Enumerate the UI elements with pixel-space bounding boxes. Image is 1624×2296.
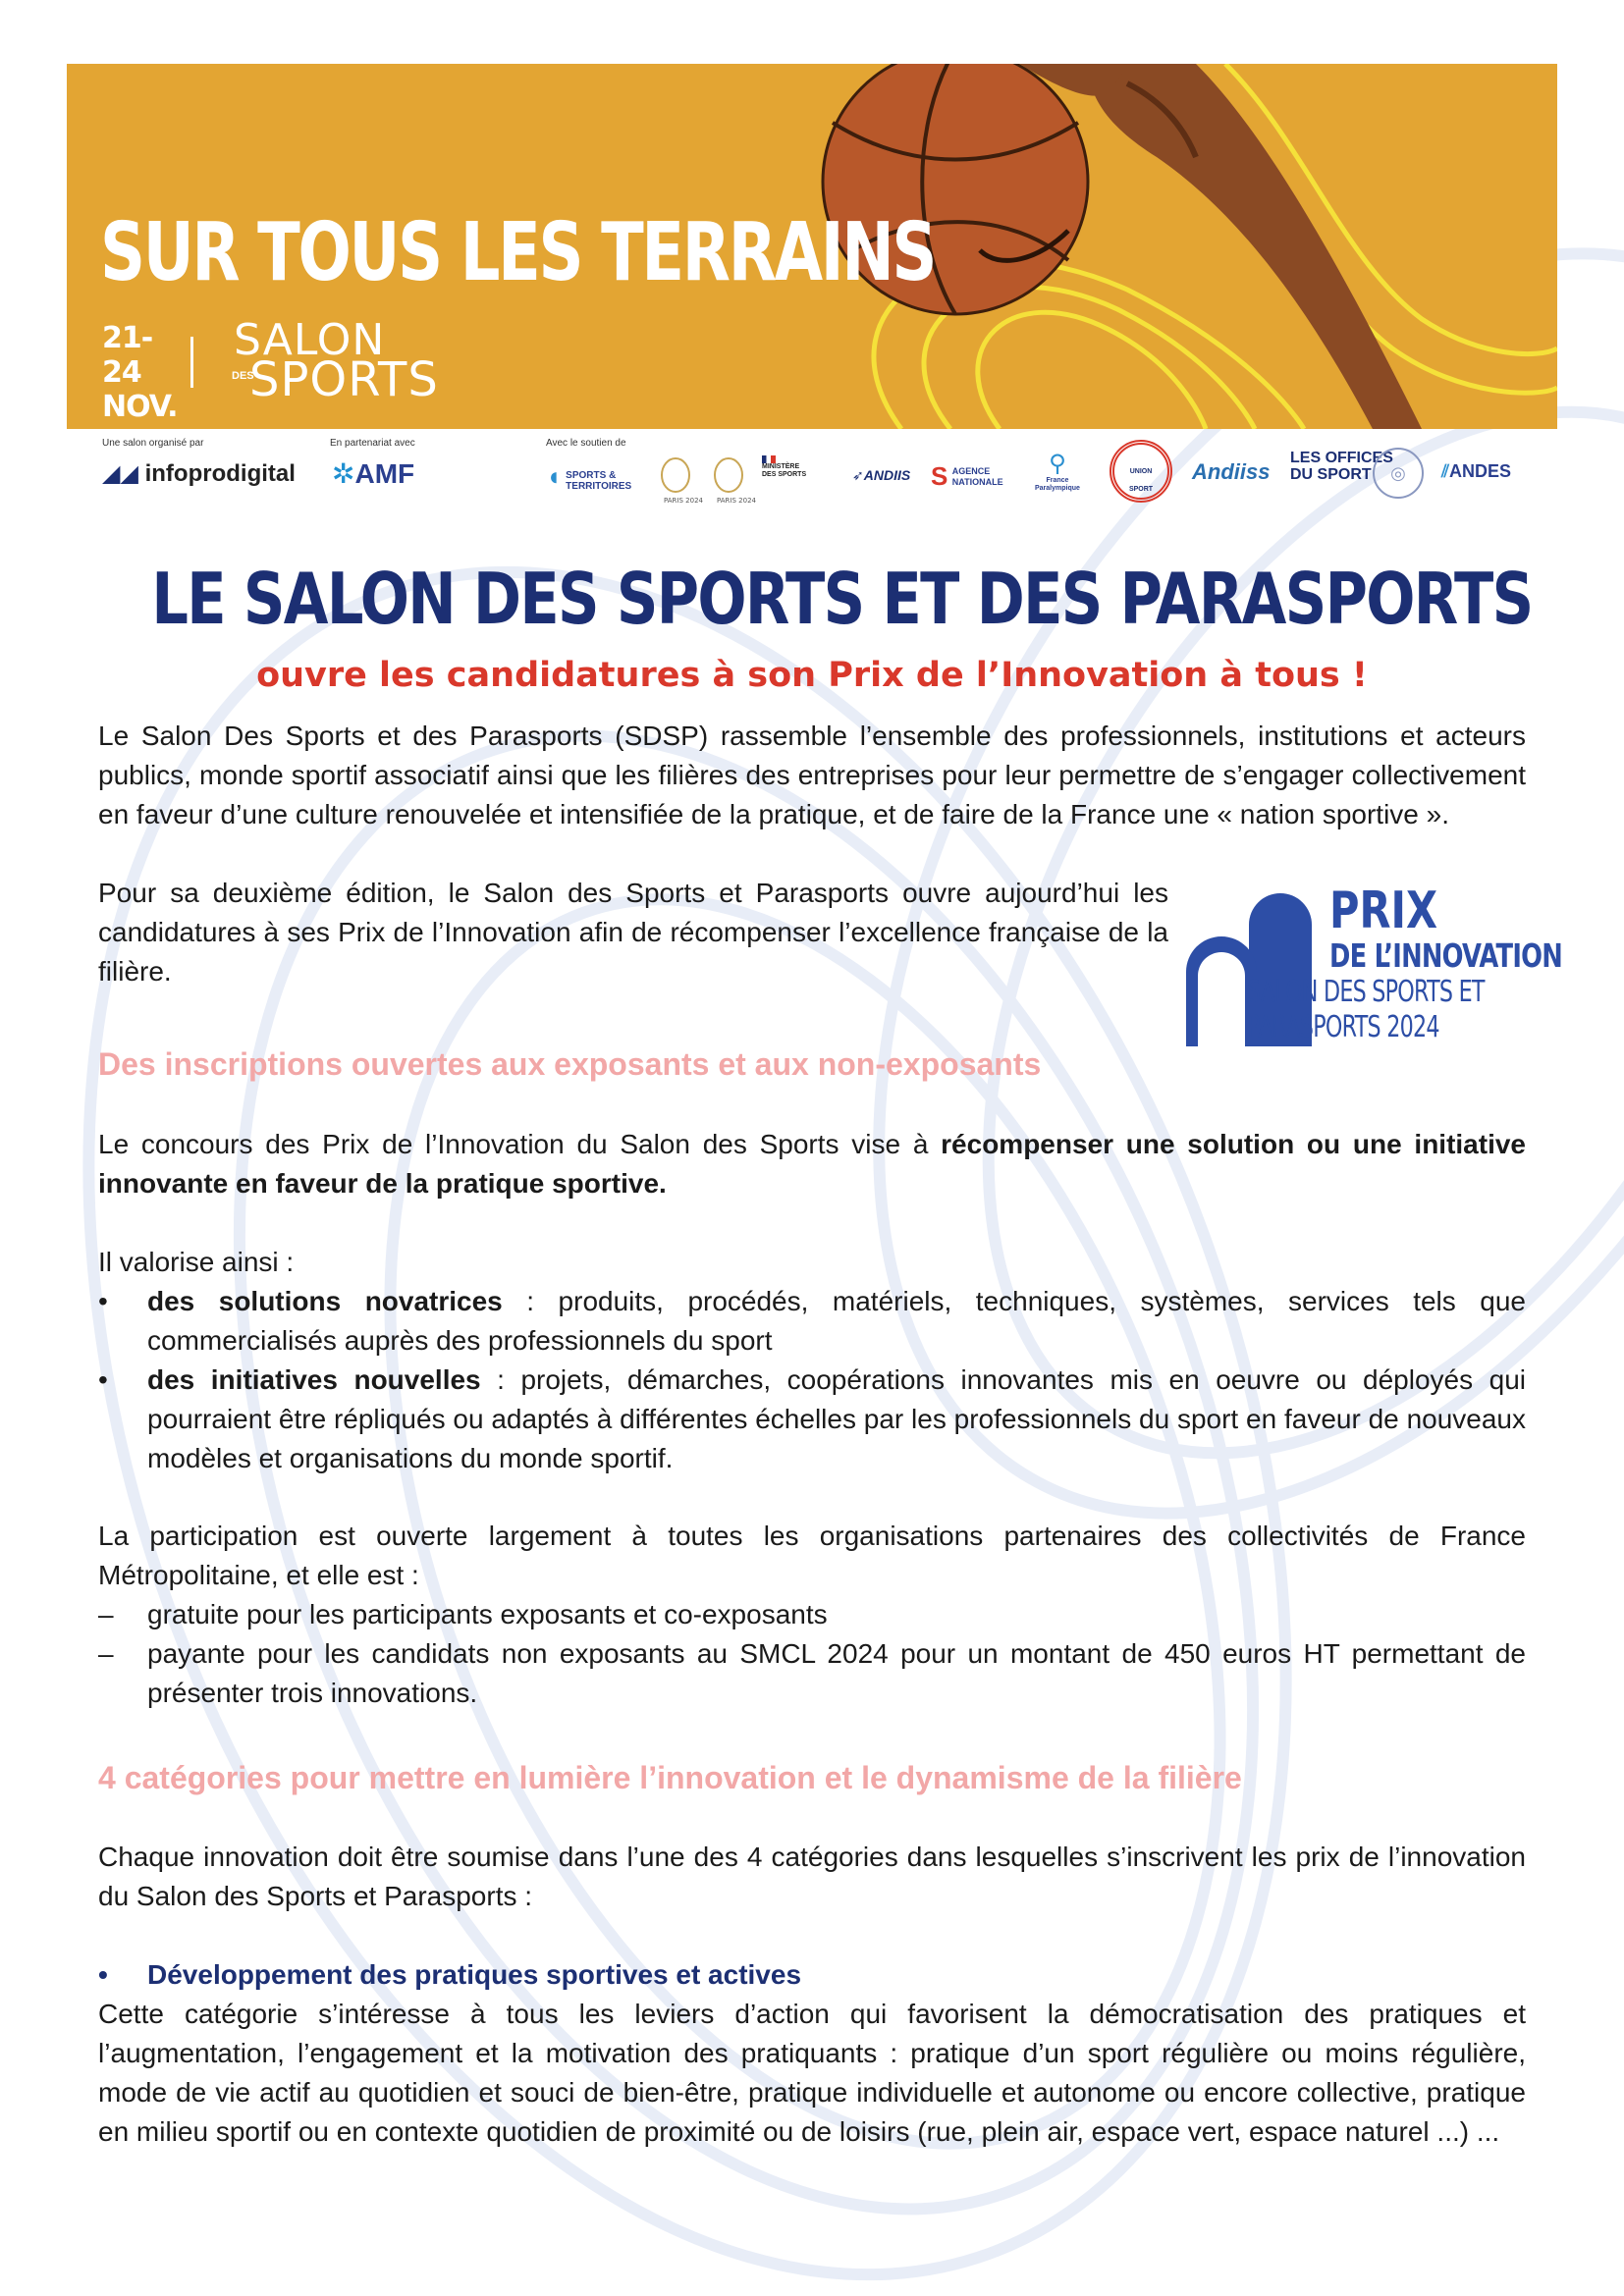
banner-title: SUR TOUS LES TERRAINS: [100, 206, 936, 299]
supporter-logo: LES OFFICES DU SPORT: [1290, 450, 1393, 483]
event-dates-month: NOV.: [102, 390, 178, 424]
list-item-title: des initiatives nouvelles: [147, 1364, 481, 1395]
dash-icon: –: [98, 1638, 114, 1669]
bullet-icon: •: [98, 1286, 108, 1316]
supporter-logo: ➶ANDIIS: [852, 467, 911, 483]
section-heading-inscriptions: Des inscriptions ouvertes aux exposants et aux non-exposants: [98, 1046, 1042, 1082]
event-dates-days: 21-24: [102, 321, 153, 390]
infoprodigital-logo: [102, 459, 296, 488]
amf-name: AMF: [354, 458, 415, 489]
prix-line-salon: SALON DES SPORTS ET: [1247, 975, 1485, 1009]
section-heading-categories: 4 catégories pour mettre en lumière l’innovation et le dynamisme de la filière: [98, 1760, 1242, 1795]
supporter-logo: [652, 454, 760, 513]
list-item-text: gratuite pour les participants exposants et co-exposants: [147, 1599, 828, 1629]
france-paralympique-icon: ⚲: [1049, 451, 1066, 477]
partners-strip: [67, 432, 1557, 520]
event-dates: [102, 321, 190, 424]
ministere-flag-icon: [762, 455, 776, 463]
supporter-logo: ⚲ France Paralympique: [1035, 451, 1080, 492]
list-item-text: payante pour les candidats non exposants au SMCL 2024 pour un montant de 450 euros HT permettant de présenter trois innovations.: [147, 1638, 1526, 1708]
union-sport-icon: UNION SPORT: [1110, 440, 1172, 503]
bullet-icon: •: [98, 1364, 108, 1395]
list-item-text: : produits, procédés, matériels, techniques, systèmes, services tels que commercialisés auprès des professionnels du sport: [147, 1286, 1526, 1356]
partnership-label: En partenariat avec: [330, 438, 415, 449]
supporter-logo: [1373, 448, 1424, 499]
categories-intro: Chaque innovation doit être soumise dans l’une des 4 catégories dans lesquelles s’inscrivent les prix de l’innovation du Salon des Sports et Parasports :: [98, 1842, 1526, 1911]
andiis-swoosh-icon: ➶: [852, 467, 864, 483]
list-item-text: : projets, démarches, coopérations innovantes mis en oeuvre ou déployés qui pourraient être répliqués ou adaptés à différentes échelles par les professionnels du sport en faveur de nouveaux modèles et organisations du monde sportif.: [147, 1364, 1526, 1473]
contest-text: Le concours des Prix de l’Innovation du Salon des Sports vise à: [98, 1129, 942, 1159]
paris-2024-icon: [652, 454, 760, 508]
hero-banner: [67, 64, 1557, 429]
prix-line-innovation: DE L’INNOVATION: [1329, 936, 1562, 975]
logo-salon-text: SALON: [234, 315, 386, 365]
infoprodigital-mark-icon: ◢◢: [102, 460, 145, 487]
intro-paragraph: Le Salon Des Sports et des Parasports (SDSP) rassemble l’ensemble des professionnels, institutions et acteurs publics, monde sportif associatif ainsi que les filières des entreprises pour leur permettre de s’engager collectivement en faveur d’une culture renouvelée et intensifiée de la pratique, et de faire de la France une « nation sportive ».: [98, 721, 1526, 829]
contest-paragraph: [98, 1125, 1526, 1203]
organised-by-label: Une salon organisé par: [102, 438, 204, 449]
category-description: Cette catégorie s’intéresse à tous les leviers d’action qui favorisent la démocratisation des pratiques et l’augmentation, l’engagement et la motivation des pratiquants : pratique d’un sport régulière ou moins régulière, mode de vie actif au quotidien et souci de bien-être, pratique individuelle et autonome ou encore collective, pratique en milieu sportif ou en contexte quotidien de proximité ou de loisirs (rue, plein air, espace vert, espace naturel ...) ...: [98, 1999, 1526, 2147]
andes-name: ANDES: [1449, 461, 1512, 481]
salon-des-sports-logo: [232, 315, 497, 407]
infoprodigital-name: infoprodigital: [144, 460, 296, 487]
supporter-logo: [1192, 459, 1270, 485]
svg-text:PARIS 2024: PARIS 2024: [664, 497, 703, 505]
support-label: Avec le soutien de: [546, 438, 626, 449]
comite-olympique-icon: ◎: [1373, 448, 1424, 499]
contest-emphasis: récompenser une solution ou une initiative innovante en faveur de la pratique sportive.: [98, 1129, 1527, 1199]
list-item-title: des solutions novatrices: [147, 1286, 503, 1316]
page-subtitle: ouvre les candidatures à son Prix de l’Innovation à tous !: [256, 656, 1368, 695]
logo-des-text: DES: [232, 370, 254, 382]
andes-chevron-icon: ⫽: [1441, 461, 1450, 481]
prix-innovation-logo: [1186, 881, 1562, 1050]
ans-s-icon: S: [931, 461, 948, 491]
logo-sports-text: SPORTS: [249, 352, 439, 407]
supporter-logo: [1441, 461, 1511, 482]
sports-territoires-icon: ◖: [546, 461, 562, 491]
supporter-logo: ◖ SPORTS & TERRITOIRES: [546, 461, 632, 492]
amf-logo: [332, 457, 414, 490]
valorise-intro: Il valorise ainsi :: [98, 1247, 295, 1277]
participation-paragraph: La participation est ouverte largement à toutes les organisations partenaires des collectivités de France Métropolitaine, et elle est :: [98, 1521, 1526, 1590]
svg-text:PARIS 2024: PARIS 2024: [717, 497, 756, 505]
prix-line-year: PARASPORTS 2024: [1247, 1010, 1439, 1044]
supporter-logo: [1110, 440, 1172, 503]
dash-icon: –: [98, 1599, 114, 1629]
category-title: Développement des pratiques sportives et actives: [147, 1959, 802, 1990]
page-title: LE SALON DES SPORTS ET DES PARASPORTS: [151, 558, 1533, 640]
supporter-logo: S AGENCE NATIONALE: [931, 461, 1003, 491]
andiiss-name: Andiiss: [1192, 459, 1271, 484]
banner-separator: [190, 337, 193, 388]
amf-figure-icon: ✲: [332, 458, 355, 489]
supporter-logo: MINISTÈRE DES SPORTS: [762, 455, 806, 479]
prix-line-prix: PRIX: [1329, 881, 1438, 940]
bullet-icon: •: [98, 1959, 108, 1990]
edition-paragraph: Pour sa deuxième édition, le Salon des Sports et Parasports ouvre aujourd’hui les candidatures à ses Prix de l’Innovation afin de récompenser l’excellence française de la filière.: [98, 878, 1168, 987]
